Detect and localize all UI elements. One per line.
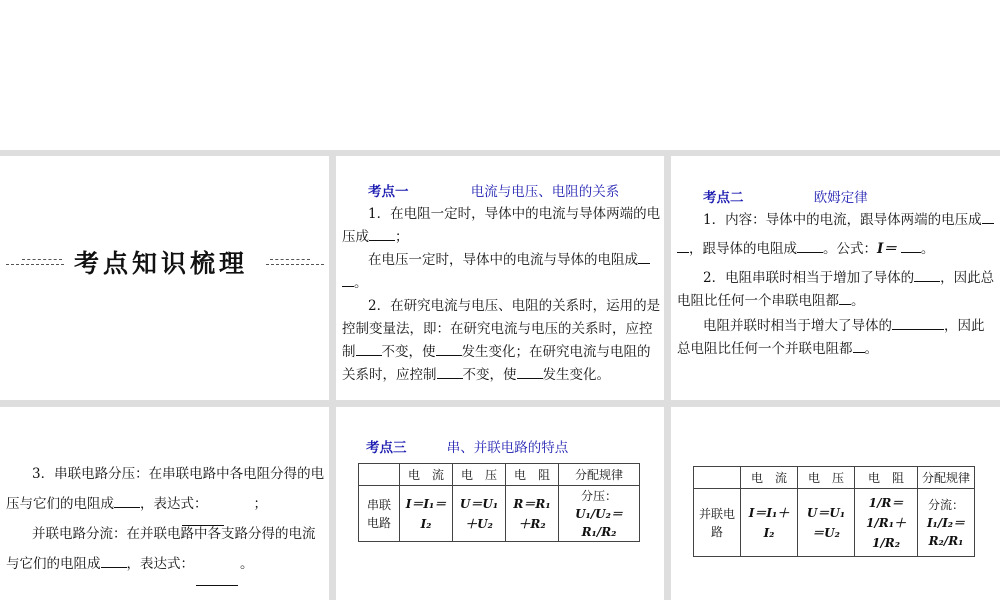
table-header: 电 流	[741, 467, 798, 489]
kaodian3-title: 串、并联电路的特点	[446, 440, 569, 456]
k2-text: ，因此总	[940, 270, 995, 286]
k1-text: 不变，使	[381, 344, 436, 360]
blank	[853, 338, 865, 353]
k2-line	[677, 238, 995, 261]
table-header: 分配规律	[559, 464, 640, 486]
table-header: 电 压	[453, 464, 506, 486]
fy-text: 与它们的电阻成	[6, 556, 101, 572]
k2-text: 。	[920, 241, 935, 257]
kaodian2-label: 考点二	[703, 190, 744, 206]
table-header: 分配规律	[918, 467, 975, 489]
fy-text: 。	[240, 556, 254, 572]
voltage-formula: U＝U₁＋U₂	[459, 496, 499, 531]
parallel-panel	[671, 407, 1000, 600]
formula-i: I＝	[877, 241, 897, 257]
title-left-dash-2	[22, 259, 62, 260]
blank	[797, 238, 823, 253]
fy-line	[6, 549, 324, 579]
k1-text: 在电压一定时，导体中的电流与导体的电阻成	[368, 252, 638, 268]
k2-text: 电阻并联时相当于增大了导体的	[703, 318, 892, 334]
rule-formula: I₁/I₂＝R₂/R₁	[926, 515, 966, 548]
kaodian2-panel	[671, 156, 1000, 400]
table-header: 电 压	[798, 467, 855, 489]
k2-text: 。公式：	[823, 241, 877, 257]
series-table	[358, 463, 640, 542]
rule-label: 分压：	[580, 488, 617, 503]
resistance-formula: R＝R₁＋R₂	[513, 496, 551, 531]
kaodian1-panel	[336, 156, 664, 400]
k1-line	[342, 272, 660, 295]
top-blank-area	[0, 0, 1000, 150]
kaodian1-heading	[342, 181, 660, 203]
voltage-cell	[798, 489, 855, 557]
table-header: 电 流	[400, 464, 453, 486]
k2-line	[677, 267, 995, 290]
k2-text: ，跟导体的电阻成	[689, 241, 797, 257]
kaodian1-title: 电流与电压、电阻的关系	[470, 184, 620, 200]
blank	[436, 341, 462, 356]
k1-text: 关系时，应控制	[342, 367, 437, 383]
k1-line	[342, 249, 660, 272]
k1-text: ；	[395, 229, 409, 245]
k2-text: 。	[851, 293, 865, 309]
fenya-text	[6, 459, 324, 579]
k1-text: 。	[354, 275, 368, 291]
k2-line	[677, 290, 995, 313]
kaodian3-label: 考点三	[366, 440, 407, 456]
kaodian2-title: 欧姆定律	[813, 190, 868, 206]
blank	[214, 494, 254, 508]
rule-cell	[918, 489, 975, 557]
resistance-cell	[855, 489, 918, 557]
k1-line: 1．在电阻一定时，导体中的电流与导体两端的电	[368, 206, 661, 222]
blank	[914, 267, 940, 282]
blank	[638, 249, 650, 264]
kaodian3-panel	[336, 407, 664, 600]
title-panel	[0, 156, 329, 400]
rule-label: 分流：	[927, 497, 964, 512]
fy-text: 压与它们的电阻成	[6, 496, 114, 512]
kaodian1-label: 考点一	[368, 184, 409, 200]
k1-line: 2．在研究电流与电压、电阻的关系时，运用的是	[368, 298, 661, 314]
blank	[677, 238, 689, 253]
fy-line: 并联电路分流：在并联电路中各支路分得的电流	[32, 526, 316, 542]
title-right-dash	[266, 264, 324, 265]
blank	[892, 315, 944, 330]
table-row	[694, 489, 975, 557]
fy-line	[6, 489, 324, 519]
row-label: 并联电路	[694, 489, 741, 557]
fy-line: 3．串联电路分压：在串联电路中各电阻分得的电	[32, 466, 325, 482]
k1-line: 控制变量法，即：在研究电流与电压的关系时，应控	[342, 321, 653, 337]
blank-line	[196, 571, 238, 586]
rule-formula: U₁/U₂＝R₁/R₂	[575, 506, 623, 539]
kaodian3-heading	[366, 439, 568, 457]
current-cell	[741, 489, 798, 557]
k2-line	[677, 338, 995, 361]
k2-text: 总电阻比任何一个并联电阻都	[677, 341, 853, 357]
table-row	[359, 486, 640, 542]
k2-line	[677, 209, 995, 232]
blank	[342, 272, 354, 287]
blank	[839, 290, 851, 305]
blank-line	[182, 511, 224, 526]
current-formula: I＝I₁＋I₂	[748, 505, 790, 540]
k1-line	[342, 226, 660, 249]
kaodian2-text	[677, 187, 995, 361]
fenya-panel	[0, 407, 329, 600]
table-header: 电 阻	[506, 464, 559, 486]
k1-text: 发生变化。	[542, 367, 610, 383]
blank	[114, 493, 140, 508]
title-left-dash	[6, 264, 64, 265]
blank	[101, 553, 127, 568]
fy-text: ，表达式：	[140, 496, 208, 512]
k2-text: 2．电阻串联时相当于增加了导体的	[703, 270, 915, 286]
k1-text: 压成	[342, 229, 369, 245]
voltage-cell	[453, 486, 506, 542]
k1-line	[342, 364, 660, 387]
k1-text: 发生变化；在研究电流与电阻的	[461, 344, 651, 360]
section-title: 考点知识梳理	[74, 249, 249, 278]
title-right-dash-2	[270, 259, 310, 260]
k1-text: 制	[342, 344, 356, 360]
fy-text: ；	[253, 496, 267, 512]
kaodian2-heading	[677, 187, 995, 209]
fy-text: ，表达式：	[126, 556, 194, 572]
current-cell	[400, 486, 453, 542]
k2-text: 电阻比任何一个串联电阻都	[677, 293, 839, 309]
k2-text: 。	[864, 341, 878, 357]
blank	[200, 554, 240, 568]
table-header	[694, 467, 741, 489]
table-header-row	[694, 467, 975, 489]
resistance-formula: 1/R＝1/R₁＋1/R₂	[866, 495, 906, 550]
voltage-formula: U＝U₁＝U₂	[806, 505, 846, 540]
blank	[982, 209, 994, 224]
row-label: 串联电路	[359, 486, 400, 542]
blank	[356, 341, 382, 356]
blank	[901, 238, 921, 253]
k1-line	[342, 341, 660, 364]
k2-text: 1．内容：导体中的电流，跟导体两端的电压成	[703, 212, 982, 228]
parallel-table	[693, 466, 975, 557]
blank	[437, 364, 463, 379]
blank	[369, 226, 395, 241]
table-header-row	[359, 464, 640, 486]
k1-text: 不变，使	[462, 367, 517, 383]
kaodian1-text	[342, 181, 660, 387]
resistance-cell	[506, 486, 559, 542]
k2-line	[677, 315, 995, 338]
rule-cell	[559, 486, 640, 542]
blank	[517, 364, 543, 379]
table-header	[359, 464, 400, 486]
table-header: 电 阻	[855, 467, 918, 489]
current-formula: I＝I₁＝I₂	[405, 496, 447, 531]
k2-text: ，因此	[944, 318, 985, 334]
